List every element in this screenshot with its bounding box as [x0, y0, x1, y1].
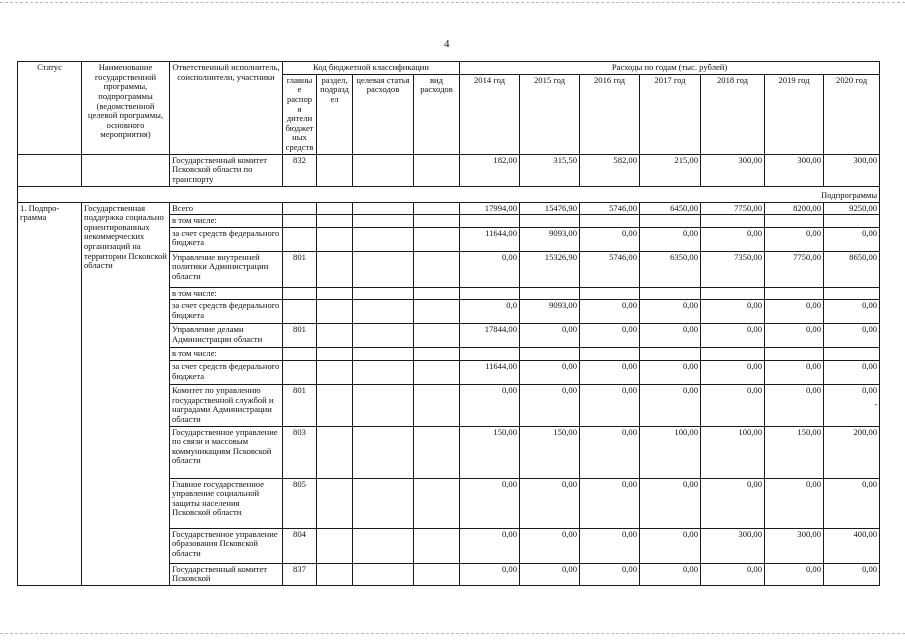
value-cell: 0,00 — [520, 385, 580, 427]
value-cell: 300,00 — [765, 528, 824, 563]
executor-cell: в том числе: — [170, 348, 283, 361]
empty-code-cell — [414, 300, 460, 324]
value-cell: 0,00 — [701, 563, 765, 585]
empty-code-cell — [414, 227, 460, 251]
value-cell: 0,00 — [765, 563, 824, 585]
table-row — [18, 154, 880, 186]
empty-code-cell — [414, 361, 460, 385]
gr-cell — [283, 300, 317, 324]
gr-cell: 801 — [283, 324, 317, 348]
value-cell: 0,00 — [824, 563, 880, 585]
value-cell — [520, 215, 580, 228]
value-cell: 0,00 — [701, 361, 765, 385]
empty-code-cell — [414, 385, 460, 427]
table-row — [18, 202, 880, 215]
value-cell: 0,00 — [460, 251, 520, 287]
value-cell: 0,00 — [520, 478, 580, 528]
executor-cell: Главное государственное управление социальной защиты населения Псковской области — [170, 478, 283, 528]
gr-cell: 801 — [283, 251, 317, 287]
value-cell: 0,0 — [460, 300, 520, 324]
value-cell: 0,00 — [580, 300, 640, 324]
empty-code-cell — [317, 385, 353, 427]
value-cell — [460, 287, 520, 300]
subprogram-status: 1. Подпро-грамма — [18, 202, 82, 585]
empty-code-cell — [414, 324, 460, 348]
value-cell: 0,00 — [701, 478, 765, 528]
value-cell: 0,00 — [765, 227, 824, 251]
year-header: 2019 год — [765, 74, 824, 154]
empty-code-cell — [317, 202, 353, 215]
expenses-header: Расходы по годам (тыс. рублей) — [460, 62, 880, 75]
empty-code-cell — [353, 478, 414, 528]
empty-code-cell — [414, 563, 460, 585]
empty-code-cell — [414, 215, 460, 228]
value-cell: 400,00 — [824, 528, 880, 563]
executor-cell: Государственный комитет Псковской области по транспорту — [170, 154, 283, 186]
value-cell: 0,00 — [460, 563, 520, 585]
gr-cell — [283, 215, 317, 228]
empty-code-cell — [353, 215, 414, 228]
empty-code-cell — [414, 348, 460, 361]
executor-cell: Государственное управление образования Псковской области — [170, 528, 283, 563]
value-cell: 0,00 — [640, 563, 701, 585]
value-cell: 0,00 — [640, 385, 701, 427]
gr-cell: 801 — [283, 385, 317, 427]
value-cell — [580, 348, 640, 361]
section-title: Подпрограммы — [18, 186, 880, 202]
empty-code-cell — [353, 300, 414, 324]
empty-code-cell — [317, 251, 353, 287]
value-cell: 9093,00 — [520, 300, 580, 324]
value-cell: 0,00 — [765, 361, 824, 385]
empty-code-cell — [353, 251, 414, 287]
value-cell: 182,00 — [460, 154, 520, 186]
gr-cell — [283, 227, 317, 251]
value-cell: 0,00 — [580, 563, 640, 585]
gr-cell: 804 — [283, 528, 317, 563]
empty-code-cell — [317, 215, 353, 228]
value-cell: 5746,00 — [580, 251, 640, 287]
value-cell — [520, 287, 580, 300]
value-cell: 300,00 — [824, 154, 880, 186]
value-cell: 0,00 — [580, 385, 640, 427]
value-cell: 0,00 — [520, 563, 580, 585]
empty-code-cell — [353, 361, 414, 385]
subprogram-name: Государственная поддержка социально ориентированных некоммерческих организаций на территории Псковской области — [82, 202, 170, 585]
empty-code-cell — [414, 202, 460, 215]
value-cell: 17844,00 — [460, 324, 520, 348]
value-cell — [824, 215, 880, 228]
executor-cell: Комитет по управлению государственной службой и наградами Администрации области — [170, 385, 283, 427]
value-cell: 15326,90 — [520, 251, 580, 287]
executor-cell: за счет средств федерального бюджета — [170, 227, 283, 251]
value-cell: 9250,00 — [824, 202, 880, 215]
value-cell: 6350,00 — [640, 251, 701, 287]
value-cell — [460, 348, 520, 361]
value-cell — [580, 287, 640, 300]
value-cell: 0,00 — [701, 227, 765, 251]
value-cell: 8650,00 — [824, 251, 880, 287]
value-cell — [765, 348, 824, 361]
value-cell — [701, 348, 765, 361]
value-cell: 11644,00 — [460, 361, 520, 385]
value-cell: 9093,00 — [520, 227, 580, 251]
executor-cell: за счет средств федерального бюджета — [170, 300, 283, 324]
executor-cell: Управление внутренней политики Администрации области — [170, 251, 283, 287]
empty-code-cell — [353, 563, 414, 585]
executor-cell: Всего — [170, 202, 283, 215]
value-cell — [765, 215, 824, 228]
empty-code-cell — [414, 426, 460, 478]
value-cell: 0,00 — [824, 478, 880, 528]
value-cell: 0,00 — [701, 300, 765, 324]
scan-edge-top — [0, 2, 905, 3]
value-cell: 0,00 — [824, 227, 880, 251]
value-cell — [520, 348, 580, 361]
budget-table — [17, 61, 880, 586]
empty-code-cell — [317, 361, 353, 385]
value-cell — [824, 287, 880, 300]
value-cell: 0,00 — [580, 324, 640, 348]
empty-code-cell — [353, 426, 414, 478]
program-name-header: Наименование государственной программы, подпрограммы (ведомственной целевой программы, основного мероприятия) — [82, 62, 170, 155]
budget-code-header: Код бюджетной классификации — [283, 62, 460, 75]
value-cell: 0,00 — [640, 300, 701, 324]
value-cell — [640, 215, 701, 228]
executor-cell: в том числе: — [170, 215, 283, 228]
empty-code-cell — [414, 478, 460, 528]
value-cell: 0,00 — [460, 478, 520, 528]
year-header: 2016 год — [580, 74, 640, 154]
value-cell: 0,00 — [520, 528, 580, 563]
value-cell: 0,00 — [580, 528, 640, 563]
value-cell: 5746,00 — [580, 202, 640, 215]
scan-edge-bottom — [0, 633, 905, 634]
value-cell — [824, 348, 880, 361]
value-cell: 215,00 — [640, 154, 701, 186]
value-cell: 8200,00 — [765, 202, 824, 215]
executor-cell: Государственный комитет Псковской — [170, 563, 283, 585]
value-cell: 300,00 — [701, 154, 765, 186]
value-cell: 300,00 — [765, 154, 824, 186]
value-cell: 11644,00 — [460, 227, 520, 251]
year-header: 2015 год — [520, 74, 580, 154]
empty-code-cell — [317, 227, 353, 251]
value-text: 0,00 — [862, 385, 878, 395]
executor-cell: Государственное управление по связи и массовым коммуникациям Псковской области — [170, 426, 283, 478]
value-cell: 150,00 — [520, 426, 580, 478]
executor-cell: Управление делами Администрации области — [170, 324, 283, 348]
value-cell: 0,00 — [765, 324, 824, 348]
empty-code-cell — [317, 300, 353, 324]
value-cell: 7750,00 — [701, 202, 765, 215]
executor-header: Ответственный исполнитель, соисполнители, участники — [170, 62, 283, 155]
empty-code-cell — [414, 528, 460, 563]
value-cell — [460, 215, 520, 228]
gr-cell: 805 — [283, 478, 317, 528]
value-cell: 315,50 — [520, 154, 580, 186]
empty-code-cell — [317, 528, 353, 563]
gr-header: главные распоря дители бюджет ных средств — [283, 74, 317, 154]
executor-cell: за счет средств федерального бюджета — [170, 361, 283, 385]
value-cell: 0,00 — [520, 361, 580, 385]
gr-cell — [283, 348, 317, 361]
empty-code-cell — [414, 251, 460, 287]
value-cell: 300,00 — [701, 528, 765, 563]
value-cell: 6450,00 — [640, 202, 701, 215]
value-cell: 0,00 — [824, 361, 880, 385]
value-cell: 0,00 — [460, 528, 520, 563]
vr-header: вид расходов — [414, 74, 460, 154]
empty-code-cell — [353, 202, 414, 215]
year-header: 2018 год — [701, 74, 765, 154]
value-cell: 0,00 — [640, 227, 701, 251]
value-cell — [640, 348, 701, 361]
gr-cell: 837 — [283, 563, 317, 585]
empty-code-cell — [317, 324, 353, 348]
year-header: 2017 год — [640, 74, 701, 154]
empty-code-cell — [353, 324, 414, 348]
status-header: Статус — [18, 62, 82, 155]
value-cell: 0,00 — [640, 324, 701, 348]
value-cell: 7350,00 — [701, 251, 765, 287]
value-cell: 0,00 — [460, 385, 520, 427]
gr-cell — [283, 202, 317, 215]
value-cell: 7750,00 — [765, 251, 824, 287]
value-cell — [580, 215, 640, 228]
executor-cell: в том числе: — [170, 287, 283, 300]
value-cell: 0,00 — [580, 361, 640, 385]
empty-code-cell — [414, 287, 460, 300]
value-cell: 0,00 — [580, 478, 640, 528]
value-cell: 582,00 — [580, 154, 640, 186]
value-cell: 0,00 — [640, 361, 701, 385]
value-cell — [765, 287, 824, 300]
page-number: 4 — [444, 38, 450, 50]
value-cell: 0,00 — [580, 227, 640, 251]
value-cell: 0,00 — [640, 478, 701, 528]
empty-code-cell — [317, 348, 353, 361]
value-cell — [824, 385, 880, 427]
value-cell: 100,00 — [701, 426, 765, 478]
section-row — [18, 186, 880, 202]
year-header: 2020 год — [824, 74, 880, 154]
value-cell — [701, 287, 765, 300]
value-cell: 0,00 — [640, 528, 701, 563]
value-cell: 0,00 — [765, 385, 824, 427]
empty-code-cell — [353, 385, 414, 427]
year-header: 2014 год — [460, 74, 520, 154]
value-cell: 0,00 — [765, 478, 824, 528]
gr-cell: 832 — [283, 154, 317, 186]
value-cell: 0,00 — [765, 300, 824, 324]
empty-code-cell — [353, 348, 414, 361]
value-cell: 150,00 — [460, 426, 520, 478]
value-cell — [640, 287, 701, 300]
cs-header: целевая статья расходов — [353, 74, 414, 154]
value-cell — [701, 215, 765, 228]
value-cell: 0,00 — [701, 324, 765, 348]
value-cell: 17994,00 — [460, 202, 520, 215]
value-cell: 0,00 — [580, 426, 640, 478]
empty-code-cell — [317, 426, 353, 478]
empty-code-cell — [317, 563, 353, 585]
empty-code-cell — [317, 287, 353, 300]
empty-code-cell — [353, 528, 414, 563]
gr-cell — [283, 361, 317, 385]
value-cell: 200,00 — [824, 426, 880, 478]
cell-note: - — [874, 398, 878, 409]
empty-code-cell — [353, 227, 414, 251]
gr-cell: 803 — [283, 426, 317, 478]
value-cell: 150,00 — [765, 426, 824, 478]
value-cell: 15476,90 — [520, 202, 580, 215]
empty-code-cell — [353, 287, 414, 300]
gr-cell — [283, 287, 317, 300]
value-cell: 0,00 — [701, 385, 765, 427]
empty-code-cell — [317, 478, 353, 528]
value-cell: 0,00 — [824, 324, 880, 348]
value-cell: 0,00 — [824, 300, 880, 324]
value-cell: 100,00 — [640, 426, 701, 478]
value-cell: 0,00 — [520, 324, 580, 348]
rz-header: раздел, подраздел — [317, 74, 353, 154]
